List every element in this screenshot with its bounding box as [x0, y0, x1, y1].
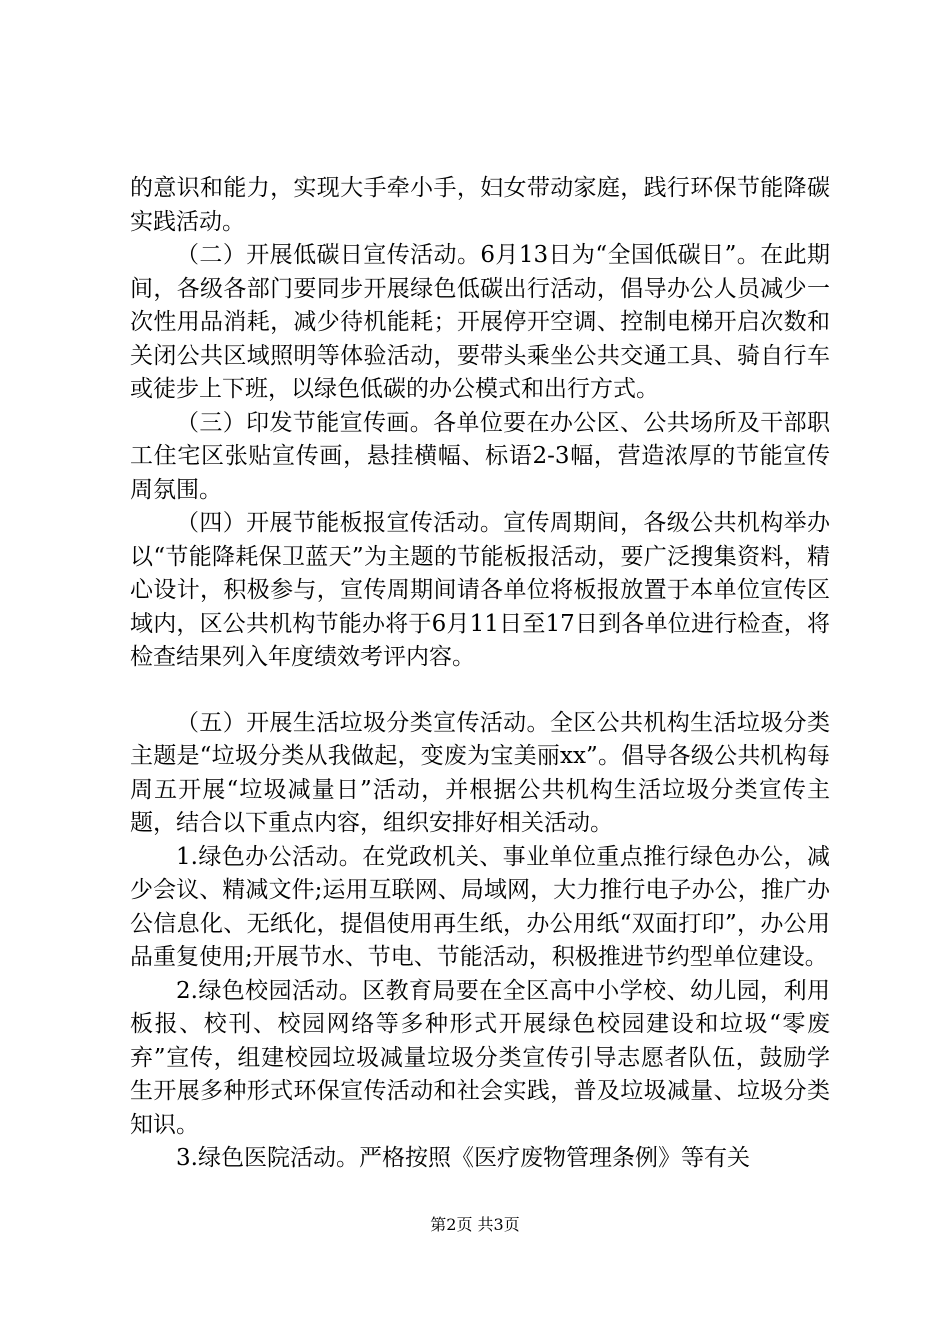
paragraph-low-carbon-day: （二）开展低碳日宣传活动。6月13日为“全国低碳日”。在此期间，各级各部门要同步开展绿色低碳出行活动，倡导办公人员减少一次性用品消耗，减少待机能耗；开展停开空调、控制电梯开启次数和关闭公共区域照明等体验活动，要带头乘坐公共交通工具、骑自行车或徒步上下班，以绿色低碳的办公模式和出行方式。: [130, 242, 830, 402]
paragraph-green-office: 1.绿色办公活动。在党政机关、事业单位重点推行绿色办公，减少会议、精减文件;运用互联网、局域网，大力推行电子办公，推广办公信息化、无纸化，提倡使用再生纸，办公用纸“双面打印”，办公用品重复使用;开展节水、节电、节能活动，积极推进节约型单位建设。: [130, 843, 830, 970]
paragraph-green-campus: 2.绿色校园活动。区教育局要在全区高中小学校、幼儿园，利用板报、校刊、校园网络等多种形式开展绿色校园建设和垃圾“零废弃”宣传，组建校园垃圾减量垃圾分类宣传引导志愿者队伍，鼓励学生开展多种形式环保宣传活动和社会实践，普及垃圾减量、垃圾分类知识。: [130, 977, 830, 1138]
page-number-footer: 第2页 共3页: [430, 1215, 520, 1234]
document-body: [130, 172, 830, 1176]
paragraph-gap: [130, 675, 830, 707]
paragraph-posters: （三）印发节能宣传画。各单位要在办公区、公共场所及干部职工住宅区张贴宣传画，悬挂横幅、标语2-3幅，营造浓厚的节能宣传周氛围。: [130, 409, 830, 503]
paragraph-continuation: 的意识和能力，实现大手牵小手，妇女带动家庭，践行环保节能降碳实践活动。: [130, 175, 830, 235]
paragraph-blackboard: （四）开展节能板报宣传活动。宣传周期间，各级公共机构举办以“节能降耗保卫蓝天”为主题的节能板报活动，要广泛搜集资料，精心设计，积极参与，宣传周期间请各单位将板报放置于本单位宣传区域内，区公共机构节能办将于6月11日至17日到各单位进行检查，将检查结果列入年度绩效考评内容。: [130, 510, 830, 670]
paragraph-green-hospital: 3.绿色医院活动。严格按照《医疗废物管理条例》等有关: [176, 1145, 750, 1171]
paragraph-waste-sorting: （五）开展生活垃圾分类宣传活动。全区公共机构生活垃圾分类主题是“垃圾分类从我做起，变废为宝美丽xx”。倡导各级公共机构每周五开展“垃圾减量日”活动，并根据公共机构生活垃圾分类宣传主题，结合以下重点内容，组织安排好相关活动。: [130, 709, 830, 836]
